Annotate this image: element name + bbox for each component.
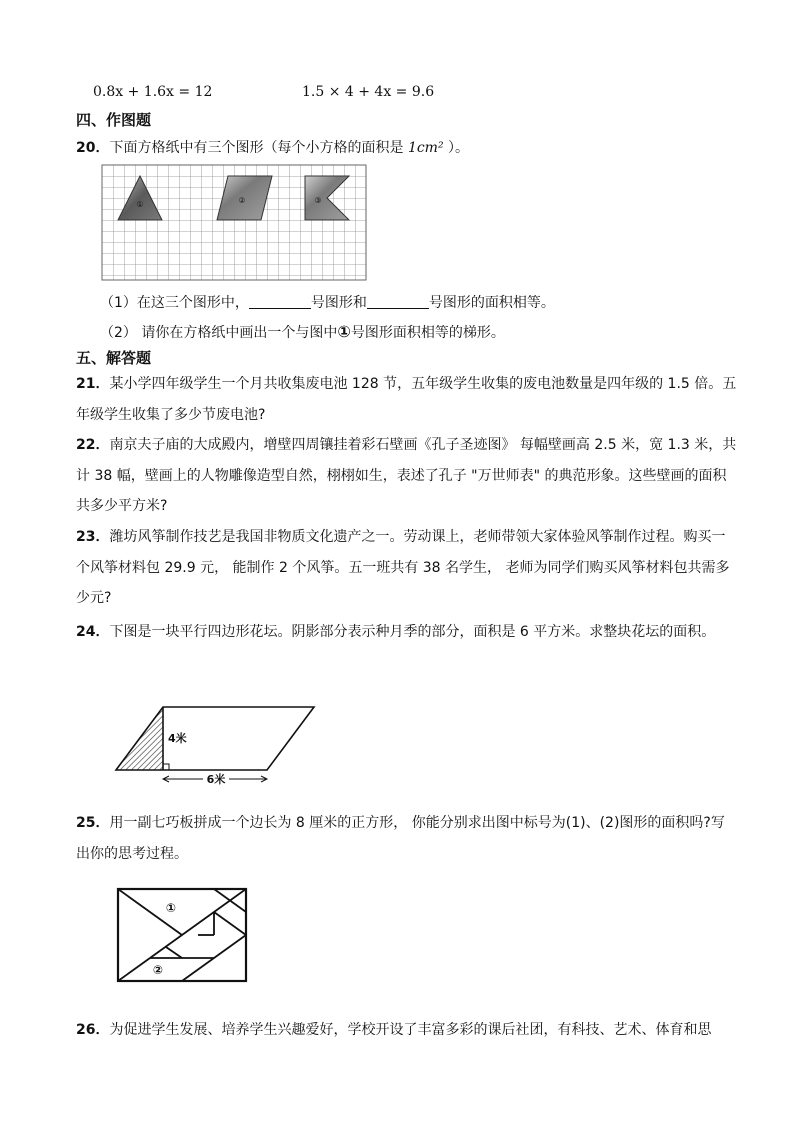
parallelogram-flowerbed-figure [113,703,319,785]
part-2-prefix: （2） 请你在方格纸中画出一个与图中 [100,325,338,341]
question-text: 为促进学生发展、培养学生兴趣爱好，学校开设了丰富多彩的课后社团，有科技、艺术、体育和思 [109,1022,712,1038]
part-2-suffix: 号图形面积相等的梯形。 [350,325,505,341]
part-1-suffix: 号图形的面积相等。 [428,295,555,311]
question-26 [76,1019,711,1039]
tangram-line [118,958,150,981]
question-number: 20． [76,140,110,156]
equation-left: 0.8x + 1.6x = 12 [93,84,213,100]
tangram-line [214,912,246,935]
question-21 [76,369,738,430]
question-number: 24． [76,624,110,640]
tangram-line [150,889,246,958]
equation-right: 1.5 × 4 + 4x = 9.6 [302,84,435,100]
height-label: 4米 [168,732,187,745]
question-20-prompt [76,137,469,157]
question-20-part-2 [100,322,505,342]
question-number: 21． [76,376,110,392]
unit-text: 1cm² [407,140,444,156]
answer-blank-2[interactable] [367,294,429,309]
question-text: 下图是一块平行四边形花坛。阴影部分表示种月季的部分，面积是 6 平方米。求整块花坛的面积。 [109,624,716,640]
base-label: 6米 [206,773,226,785]
grid-paper-figure[interactable] [100,162,368,282]
question-25 [76,808,738,869]
tangram-label-2: ② [152,963,164,977]
question-24 [76,617,738,648]
question-text: 南京夫子庙的大成殿内，增壁四周镶挂着彩石壁画《孔子圣迹图》 每幅壁画高 2.5 米，宽 1.3 米，共计 38 幅，壁画上的人物雕像造型自然，栩栩如生，表述了孔子 "万世师表" 的典范形象。这些壁画的面积共多少平方米? [76,437,737,514]
circled-one: ① [337,322,351,341]
shape-3-label: ③ [314,196,322,205]
question-number: 25． [76,815,110,831]
shape-1-label: ① [136,200,144,209]
question-number: 26． [76,1022,110,1038]
question-23 [76,522,738,614]
section-heading-answers: 五、解答题 [76,349,152,367]
tangram-label-1: ① [165,901,177,915]
question-number: 22． [76,437,110,453]
question-22 [76,430,738,522]
part-1-prefix: （1）在这三个图形中， [100,295,249,311]
question-20-part-1 [100,292,555,312]
question-text: 用一副七巧板拼成一个边长为 8 厘米的正方形， 你能分别求出图中标号为(1)、(2)图形的面积吗?写出你的思考过程。 [76,815,725,862]
section-heading-drawing: 四、作图题 [76,111,152,129]
answer-blank-1[interactable] [249,294,311,309]
shape-2-label: ② [238,196,246,205]
question-text-end: ）。 [443,140,470,156]
question-number: 23． [76,529,110,545]
right-angle-mark [163,764,169,770]
question-text: 某小学四年级学生一个月共收集废电池 128 节，五年级学生收集的废电池数量是四年级的 1.5 倍。五年级学生收集了多少节废电池? [76,376,737,423]
tangram-square-figure [116,887,248,983]
question-text: 潍坊风筝制作技艺是我国非物质文化遗产之一。劳动课上，老师带领大家体验风筝制作过程。购买一个风筝材料包 29.9 元， 能制作 2 个风筝。五一班共有 38 名学生， 老师为同学们购买风筝材料包共需多少元? [76,529,730,606]
tangram-line [166,947,182,958]
part-1-mid: 号图形和 [310,295,367,311]
question-text: 下面方格纸中有三个图形（每个小方格的面积是 [109,140,408,156]
